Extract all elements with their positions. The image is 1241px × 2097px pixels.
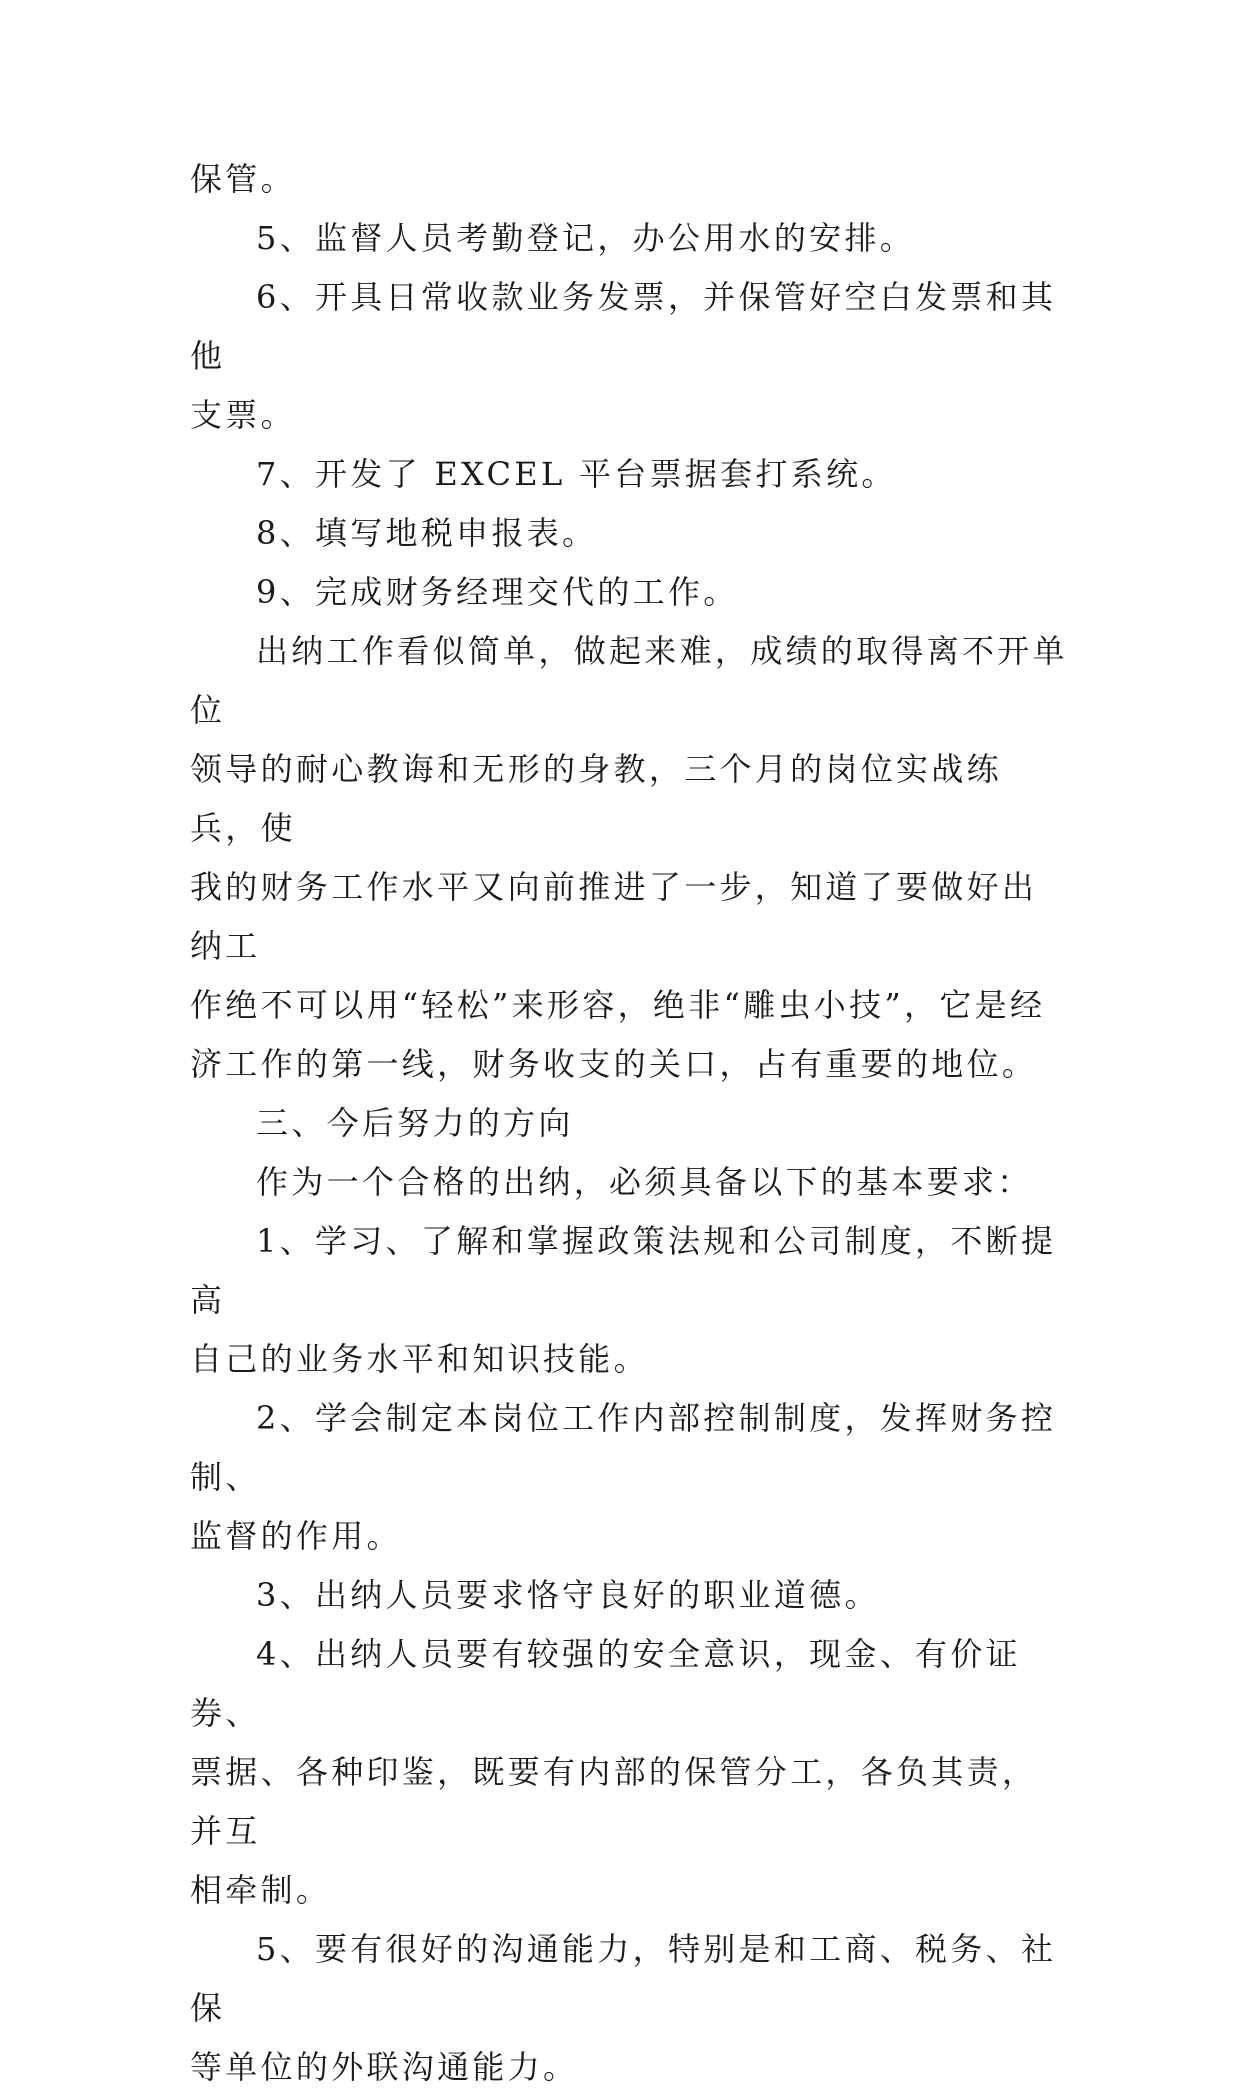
paragraph-11: 2、学会制定本岗位工作内部控制制度，发挥财务控制、 监督的作用。 xyxy=(190,1399,1057,1555)
paragraph-6: 9、完成财务经理交代的工作。 xyxy=(256,573,739,611)
paragraph-13: 4、出纳人员要有较强的安全意识，现金、有价证券、 票据、各种印鉴，既要有内部的保管分工，各负其责，并互 相牵制。 xyxy=(190,1635,1038,1909)
paragraph-4: 7、开发了 EXCEL 平台票据套打系统。 xyxy=(256,455,897,493)
paragraph-1: 保管。 xyxy=(190,160,296,198)
paragraph-9: 作为一个合格的出纳，必须具备以下的基本要求： xyxy=(256,1163,1033,1201)
paragraph-12: 3、出纳人员要求恪守良好的职业道德。 xyxy=(256,1576,880,1614)
section-heading: 三、今后努力的方向 xyxy=(256,1104,574,1142)
paragraph-2: 5、监督人员考勤登记，办公用水的安排。 xyxy=(256,219,916,257)
document-body xyxy=(190,150,1070,2097)
paragraph-5: 8、填写地税申报表。 xyxy=(256,514,598,552)
paragraph-3: 6、开具日常收款业务发票，并保管好空白发票和其他 支票。 xyxy=(190,278,1057,434)
paragraph-14: 5、要有很好的沟通能力，特别是和工商、税务、社保 等单位的外联沟通能力。 xyxy=(190,1930,1057,2086)
paragraph-10: 1、学习、了解和掌握政策法规和公司制度，不断提高 自己的业务水平和知识技能。 xyxy=(190,1222,1057,1378)
paragraph-7: 出纳工作看似简单，做起来难，成绩的取得离不开单位 领导的耐心教诲和无形的身教，三个月的岗位实战练兵，使 我的财务工作水平又向前推进了一步，知道了要做好出纳工 作绝不可以用“轻松”来形容，绝非“雕虫小技”，它是经 济工作的第一线，财务收支的关口，占有重要的地位。 xyxy=(190,632,1068,1083)
